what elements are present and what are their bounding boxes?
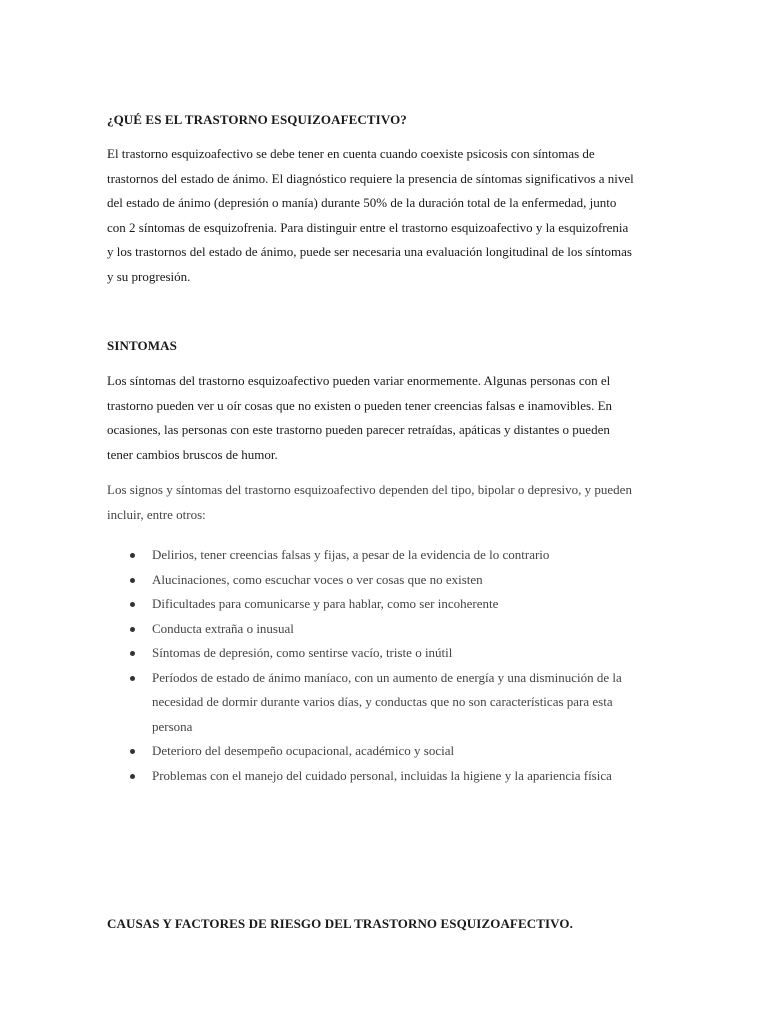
bullet-icon — [130, 774, 135, 779]
list-item-text: Alucinaciones, como escuchar voces o ver cosas que no existen — [152, 571, 483, 587]
list-item-text: Deterioro del desempeño ocupacional, académico y social — [152, 743, 455, 758]
list-item — [107, 568, 653, 593]
list-item-text: Conducta extraña o inusual — [152, 620, 294, 636]
list-item — [107, 592, 653, 617]
bullet-icon — [130, 676, 135, 681]
list-item — [107, 543, 653, 568]
list-item — [107, 764, 653, 789]
list-item-text: Síntomas de depresión, como sentirse vacío, triste o inútil — [152, 645, 453, 660]
bullet-icon — [130, 602, 135, 607]
paragraph-symptoms-intro: Los síntomas del trastorno esquizoafectivo pueden variar enormemente. Algunas personas con el trastorno pueden ver u oír cosas que no existen o pueden tener creencias falsas e inamovibles. En ocasiones, las personas con este trastorno pueden parecer retraídas, apáticas y distantes o pueden tener cambios bruscos de humor. — [107, 373, 613, 462]
list-item — [107, 641, 653, 666]
bullet-icon — [130, 578, 135, 583]
list-item-text: Delirios, tener creencias falsas y fijas, a pesar de la evidencia de lo contrario — [152, 547, 550, 562]
paragraph-definition: El trastorno esquizoafectivo se debe tener en cuenta cuando coexiste psicosis con síntomas de trastornos del estado de ánimo. El diagnóstico requiere la presencia de síntomas significativos a nivel del estado de ánimo (depresión o manía) durante 50% de la duración total de la enfermedad, junto con 2 síntomas de esquizofrenia. Para distinguir entre el trastorno esquizoafectivo y la esquizofrenia y los trastornos del estado de ánimo, puede ser necesaria una evaluación longitudinal de los síntomas y su progresión. — [107, 146, 634, 284]
list-item-text: Períodos de estado de ánimo maníaco, con un aumento de energía y una disminución de la necesidad de dormir durante varios días, y conductas que no son características para esta persona — [152, 669, 622, 734]
section-heading-que-es: ¿QUÉ ES EL TRASTORNO ESQUIZOAFECTIVO? — [107, 112, 407, 127]
list-item — [107, 739, 653, 764]
bullet-icon — [130, 553, 135, 558]
list-item — [107, 617, 653, 642]
list-item-text: Problemas con el manejo del cuidado personal, incluidas la higiene y la apariencia física — [152, 767, 612, 783]
section-heading-causas: CAUSAS Y FACTORES DE RIESGO DEL TRASTORNO ESQUIZOAFECTIVO. — [107, 916, 573, 931]
symptoms-list — [107, 543, 653, 788]
bullet-icon — [130, 749, 135, 754]
bullet-icon — [130, 627, 135, 632]
paragraph-signs-intro: Los signos y síntomas del trastorno esquizoafectivo dependen del tipo, bipolar o depresivo, y pueden incluir, entre otros: — [107, 482, 632, 522]
section-heading-sintomas: SINTOMAS — [107, 338, 177, 353]
bullet-icon — [130, 651, 135, 656]
list-item — [107, 666, 653, 740]
list-item-text: Dificultades para comunicarse y para hablar, como ser incoherente — [152, 596, 499, 611]
